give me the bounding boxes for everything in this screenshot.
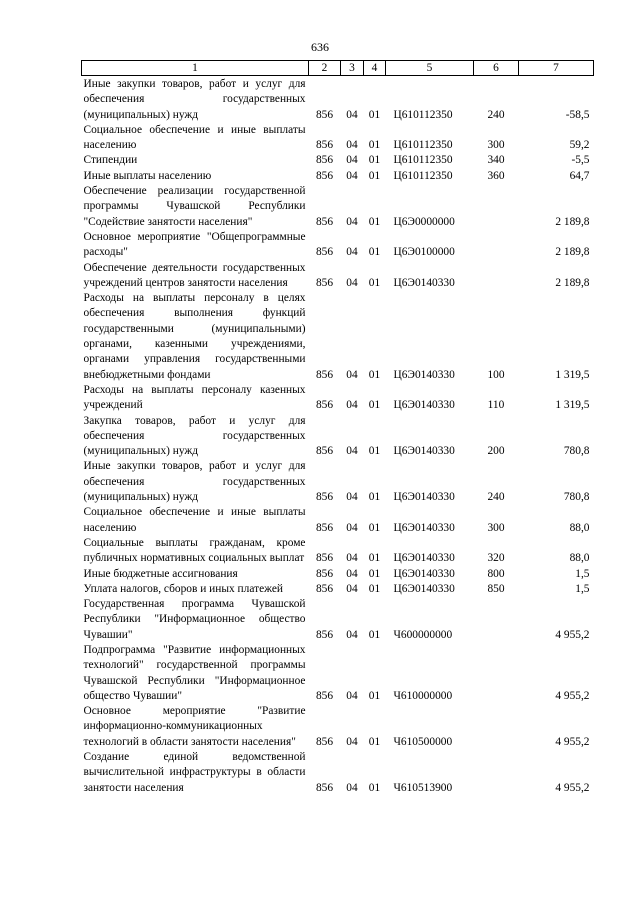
row-code-subsection: 01	[368, 276, 381, 289]
row-code-target: Ц6Э0100000	[393, 246, 455, 259]
row-code-subsection: 01	[368, 399, 381, 412]
row-code-target: Ч610500000	[393, 735, 453, 748]
table-row	[82, 291, 594, 383]
row-amount: 88,0	[569, 521, 590, 534]
row-name: Расходы на выплаты персоналу казенных учреждений	[83, 383, 306, 412]
row-name: Иные закупки товаров, работ и услуг для обеспечения государственных (муниципальных) нужд	[83, 460, 306, 504]
table-row	[82, 123, 594, 154]
row-name: Обеспечение реализации государственной программы Чувашской Республики "Содействие занятости населения"	[83, 185, 306, 228]
row-code-expense-type: 240	[487, 491, 505, 504]
row-code-ministry: 856	[315, 582, 334, 595]
row-code-subsection: 01	[368, 582, 381, 595]
table-row	[82, 230, 594, 261]
row-code-expense-type: 340	[487, 154, 505, 167]
row-name: Социальные выплаты гражданам, кроме публичных нормативных социальных выплат	[83, 536, 306, 565]
table-row	[82, 414, 594, 460]
row-code-section: 04	[346, 108, 358, 121]
row-amount: 2 189,8	[555, 276, 590, 289]
row-name: Подпрограмма "Развитие информационных технологий" государственной программы Чувашской Республики "Информационное общество Чувашии"	[83, 643, 306, 702]
row-amount: 4 955,2	[555, 628, 590, 641]
row-amount: 780,8	[563, 445, 590, 458]
table-row	[82, 76, 594, 123]
row-code-subsection: 01	[368, 139, 381, 152]
table-row	[82, 536, 594, 567]
table-row	[82, 261, 594, 292]
column-header: 2	[309, 61, 341, 76]
page-number: 636	[311, 40, 329, 54]
row-code-target: Ц610112350	[393, 139, 453, 152]
row-code-expense-type	[474, 643, 519, 704]
row-amount: 88,0	[569, 552, 590, 565]
row-code-expense-type	[474, 230, 519, 261]
row-code-expense-type: 800	[487, 567, 505, 580]
row-amount: 2 189,8	[555, 215, 590, 228]
row-code-ministry: 856	[315, 689, 334, 702]
budget-table	[81, 60, 594, 796]
row-code-subsection: 01	[368, 567, 381, 580]
column-header: 7	[519, 61, 594, 76]
table-row	[82, 597, 594, 643]
row-name: Уплата налогов, сборов и иных платежей	[83, 582, 283, 595]
row-code-section: 04	[346, 735, 358, 748]
row-code-expense-type: 300	[487, 139, 505, 152]
row-code-expense-type: 320	[487, 552, 505, 565]
row-code-section: 04	[346, 521, 358, 534]
row-code-ministry: 856	[315, 246, 334, 259]
row-code-subsection: 01	[368, 246, 381, 259]
row-code-subsection: 01	[368, 628, 381, 641]
row-code-target: Ц6Э0140330	[393, 399, 455, 412]
row-code-ministry: 856	[315, 628, 334, 641]
row-name: Иные бюджетные ассигнования	[83, 567, 238, 580]
row-code-subsection: 01	[368, 445, 381, 458]
row-code-subsection: 01	[368, 552, 381, 565]
row-amount: 59,2	[569, 139, 590, 152]
row-code-target: Ц610112350	[393, 154, 453, 167]
row-code-section: 04	[346, 246, 358, 259]
row-code-subsection: 01	[368, 215, 381, 228]
row-code-subsection: 01	[368, 154, 381, 167]
table-row	[82, 704, 594, 750]
row-name: Закупка товаров, работ и услуг для обеспечения государственных (муниципальных) нужд	[83, 414, 306, 458]
row-code-section: 04	[346, 552, 358, 565]
row-code-section: 04	[346, 781, 358, 794]
table-row	[82, 643, 594, 704]
row-code-ministry: 856	[315, 735, 334, 748]
row-amount: 1,5	[575, 567, 590, 580]
row-code-target: Ч610513900	[393, 781, 453, 794]
row-code-expense-type	[474, 184, 519, 230]
table-row	[82, 184, 594, 230]
row-name: Расходы на выплаты персоналу в целях обеспечения выполнения функций государственными (муниципальными) органами, казенными учреждениями, органами управления государственными внебюджетными фондами	[83, 292, 306, 381]
row-name: Обеспечение деятельности государственных учреждений центров занятости населения	[83, 261, 306, 289]
table-row	[82, 750, 594, 796]
row-amount: 1 319,5	[555, 399, 590, 412]
row-code-subsection: 01	[368, 521, 381, 534]
row-code-target: Ч600000000	[393, 628, 453, 641]
row-code-expense-type	[474, 750, 519, 796]
column-header: 4	[364, 61, 386, 76]
row-code-ministry: 856	[315, 445, 334, 458]
row-code-expense-type	[474, 597, 519, 643]
row-amount: 1 319,5	[555, 368, 590, 381]
row-code-subsection: 01	[368, 781, 381, 794]
row-code-section: 04	[346, 215, 358, 228]
row-name: Социальное обеспечение и иные выплаты населению	[83, 506, 306, 534]
column-header: 3	[341, 61, 364, 76]
row-code-section: 04	[346, 154, 358, 167]
row-code-target: Ц6Э0140330	[393, 521, 455, 534]
row-amount: 4 955,2	[555, 689, 590, 702]
table-row	[82, 567, 594, 582]
row-code-expense-type	[474, 261, 519, 292]
row-code-expense-type: 850	[487, 582, 505, 595]
row-code-target: Ц6Э0140330	[393, 445, 455, 458]
row-name: Основное мероприятие "Развитие информационно-коммуникационных технологий в области занятости населения"	[83, 705, 306, 748]
row-code-subsection: 01	[368, 491, 381, 504]
row-code-section: 04	[346, 399, 358, 412]
table-body	[82, 76, 594, 796]
table-row	[82, 505, 594, 536]
row-code-target: Ц610112350	[393, 169, 453, 182]
row-code-ministry: 856	[315, 215, 334, 228]
row-code-subsection: 01	[368, 108, 381, 121]
row-name: Государственная программа Чувашской Республики "Информационное общество Чувашии"	[83, 598, 306, 641]
row-code-target: Ц6Э0140330	[393, 491, 455, 504]
row-code-target: Ц6Э0140330	[393, 582, 455, 595]
row-code-target: Ц6Э0140330	[393, 552, 455, 565]
row-code-ministry: 856	[315, 552, 334, 565]
row-code-expense-type: 240	[487, 108, 505, 121]
row-code-section: 04	[346, 276, 358, 289]
row-amount: -5,5	[571, 154, 590, 167]
row-code-ministry: 856	[315, 781, 334, 794]
row-code-ministry: 856	[315, 399, 334, 412]
row-code-ministry: 856	[315, 491, 334, 504]
row-code-section: 04	[346, 445, 358, 458]
row-code-target: Ц6Э0140330	[393, 567, 455, 580]
table-row	[82, 383, 594, 414]
table-row	[82, 169, 594, 184]
row-name: Создание единой ведомственной вычислительной инфраструктуры в области занятости населения	[83, 751, 306, 794]
row-code-expense-type: 110	[487, 399, 505, 412]
row-code-section: 04	[346, 139, 358, 152]
row-amount: -58,5	[565, 108, 590, 121]
row-code-ministry: 856	[315, 139, 334, 152]
column-header: 5	[386, 61, 474, 76]
row-code-section: 04	[346, 491, 358, 504]
row-amount: 2 189,8	[555, 246, 590, 259]
row-code-target: Ц6Э0000000	[393, 215, 455, 228]
table-row	[82, 153, 594, 168]
row-code-expense-type: 200	[487, 445, 505, 458]
table-row	[82, 582, 594, 597]
row-code-target: Ц6Э0140330	[393, 276, 455, 289]
row-code-subsection: 01	[368, 735, 381, 748]
table-row	[82, 459, 594, 505]
row-amount: 1,5	[575, 582, 590, 595]
row-code-ministry: 856	[315, 276, 334, 289]
row-code-section: 04	[346, 582, 358, 595]
row-code-ministry: 856	[315, 567, 334, 580]
row-code-ministry: 856	[315, 521, 334, 534]
row-code-expense-type: 300	[487, 521, 505, 534]
row-code-section: 04	[346, 169, 358, 182]
row-name: Иные выплаты населению	[83, 169, 212, 182]
row-amount: 780,8	[563, 491, 590, 504]
row-code-target: Ч610000000	[393, 689, 453, 702]
row-code-ministry: 856	[315, 154, 334, 167]
row-amount: 64,7	[569, 169, 590, 182]
row-name: Иные закупки товаров, работ и услуг для обеспечения государственных (муниципальных) нужд	[83, 78, 306, 121]
row-code-section: 04	[346, 628, 358, 641]
row-code-subsection: 01	[368, 689, 381, 702]
row-code-ministry: 856	[315, 108, 334, 121]
row-code-section: 04	[346, 567, 358, 580]
row-name: Стипендии	[83, 154, 138, 167]
column-header: 6	[474, 61, 519, 76]
row-code-section: 04	[346, 368, 358, 381]
row-amount: 4 955,2	[555, 735, 590, 748]
row-name: Основное мероприятие "Общепрограммные расходы"	[83, 230, 306, 259]
column-header: 1	[82, 61, 309, 76]
row-code-subsection: 01	[368, 368, 381, 381]
row-name: Социальное обеспечение и иные выплаты населению	[83, 123, 306, 152]
row-code-section: 04	[346, 689, 358, 702]
row-code-ministry: 856	[315, 169, 334, 182]
row-code-target: Ц610112350	[393, 108, 453, 121]
row-code-expense-type: 100	[487, 368, 505, 381]
row-code-expense-type: 360	[487, 169, 505, 182]
row-code-ministry: 856	[315, 368, 334, 381]
row-code-target: Ц6Э0140330	[393, 368, 455, 381]
row-amount: 4 955,2	[555, 781, 590, 794]
row-code-expense-type	[474, 704, 519, 750]
row-code-subsection: 01	[368, 169, 381, 182]
table-header	[82, 61, 594, 76]
